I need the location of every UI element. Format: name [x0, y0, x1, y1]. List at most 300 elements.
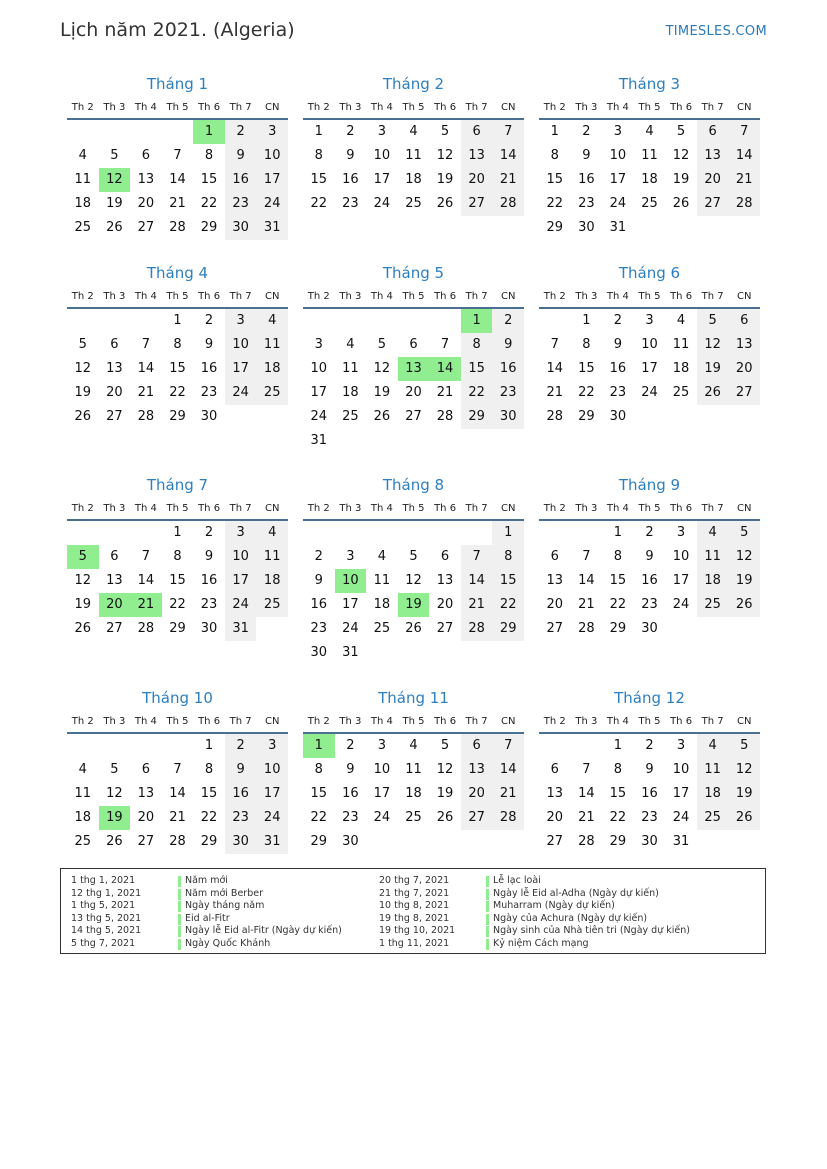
legend-holiday-name: Eid al-Fitr: [185, 912, 230, 924]
day-cell: 22: [461, 381, 493, 405]
day-cell: 28: [578, 621, 595, 636]
day-cell: 7: [461, 545, 493, 569]
day-cell: 25: [672, 385, 690, 400]
day-cell: 14: [578, 573, 595, 588]
weekday-header: Th 6: [670, 716, 693, 727]
day-cell: 25: [74, 834, 92, 849]
day-cell: 22: [200, 810, 218, 825]
day-cell: 25: [342, 409, 359, 424]
day-cell: 5: [409, 549, 418, 564]
day-cell: 6: [141, 762, 151, 777]
legend-holiday-name: Ngày của Achura (Ngày dự kiến): [493, 912, 648, 924]
day-cell: 14: [461, 569, 493, 593]
day-cell: 6: [110, 337, 119, 352]
day-cell: 1: [173, 525, 182, 540]
weekday-header: CN: [736, 291, 752, 302]
day-cell: 16: [641, 573, 658, 588]
day-cell: 3: [676, 525, 686, 540]
day-cell: 9: [346, 762, 355, 777]
day-cell: 23: [641, 810, 658, 825]
day-cell: 16: [200, 361, 218, 376]
weekday-header: Th 2: [307, 291, 330, 302]
day-cell: 12: [436, 148, 454, 163]
day-cell: 13: [697, 144, 729, 168]
weekday-header: Th 5: [166, 291, 189, 302]
day-cell: 3: [256, 734, 288, 758]
day-cell: 24: [609, 196, 627, 211]
weekday-header: Th 3: [103, 291, 126, 302]
day-cell: 1: [582, 313, 591, 328]
weekday-header: Th 6: [434, 291, 457, 302]
day-cell: 15: [169, 573, 186, 588]
weekday-header: Th 7: [229, 291, 252, 302]
legend-holiday-name: Ngày Quốc Khánh: [185, 937, 271, 949]
weekday-header: Th 6: [198, 716, 221, 727]
weekday-header: Th 2: [543, 503, 566, 514]
day-cell: 27: [137, 220, 155, 235]
weekday-header: Th 4: [370, 291, 393, 302]
weekday-header: Th 2: [543, 291, 566, 302]
weekday-header-row: [539, 712, 760, 734]
day-cell: 27: [106, 621, 123, 636]
day-cell: 28: [492, 806, 524, 830]
day-cell: 11: [697, 758, 729, 782]
day-cell: 24: [225, 593, 257, 617]
day-cell: 20: [405, 385, 422, 400]
day-cell: 24: [373, 810, 391, 825]
weekday-header: Th 3: [339, 503, 362, 514]
day-cell: 10: [310, 361, 328, 376]
day-cell: 2: [346, 124, 355, 139]
day-cell: 28: [169, 834, 186, 849]
day-cell: 21: [436, 385, 454, 400]
day-cell: 21: [169, 196, 186, 211]
month-name: Tháng 11: [378, 689, 449, 707]
day-cell: 9: [225, 144, 257, 168]
weekday-header: Th 5: [402, 503, 425, 514]
day-cell: 30: [641, 834, 658, 849]
day-cell: 30: [200, 409, 218, 424]
day-cell: 5: [728, 734, 760, 758]
legend-date: 20 thg 7, 2021: [379, 875, 450, 886]
day-cell: 11: [641, 148, 658, 163]
day-cell: 10: [256, 758, 288, 782]
day-cell: 8: [204, 762, 214, 777]
day-cell: 29: [578, 409, 595, 424]
day-cell: 1: [550, 124, 559, 139]
day-cell: 21: [461, 593, 493, 617]
day-cell: 26: [106, 834, 123, 849]
day-cell: 5: [697, 309, 729, 333]
day-cell: 20: [436, 597, 454, 612]
day-cell: 12: [106, 786, 123, 801]
day-cell: 10: [225, 333, 257, 357]
day-cell: 11: [74, 786, 92, 801]
holiday-day-cell: 13: [398, 357, 430, 381]
weekday-header: CN: [736, 716, 752, 727]
weekday-header-row: [303, 287, 524, 309]
day-cell: 13: [137, 786, 155, 801]
legend-holiday-name: Lễ lạc loài: [493, 875, 541, 886]
day-cell: 13: [137, 172, 155, 187]
day-cell: 13: [106, 573, 123, 588]
weekday-header: Th 2: [71, 503, 94, 514]
day-cell: 5: [728, 521, 760, 545]
day-cell: 13: [106, 361, 123, 376]
day-cell: 8: [582, 337, 591, 352]
day-cell: 14: [137, 361, 155, 376]
weekday-header: Th 3: [339, 291, 362, 302]
day-cell: 30: [342, 834, 359, 849]
day-cell: 2: [346, 738, 355, 753]
day-cell: 3: [377, 738, 387, 753]
day-cell: 17: [342, 597, 359, 612]
day-cell: 12: [74, 361, 92, 376]
day-cell: 7: [173, 762, 182, 777]
legend-color-marker: [486, 889, 489, 900]
day-cell: 11: [405, 762, 422, 777]
weekday-header: Th 3: [575, 503, 598, 514]
day-cell: 21: [492, 782, 524, 806]
weekday-header: Th 5: [638, 716, 661, 727]
weekday-header: Th 7: [465, 503, 488, 514]
legend-color-marker: [178, 889, 181, 900]
day-cell: 26: [405, 621, 422, 636]
month-5: [303, 261, 524, 448]
legend-color-marker: [486, 901, 489, 912]
weekday-header: Th 2: [543, 102, 566, 113]
day-cell: 1: [492, 521, 524, 545]
weekday-header: Th 3: [575, 716, 598, 727]
day-cell: 11: [405, 148, 422, 163]
day-cell: 3: [314, 337, 323, 352]
legend-holiday-name: Ngày sinh của Nhà tiên tri (Ngày dự kiến): [493, 925, 690, 936]
day-cell: 25: [697, 593, 729, 617]
day-cell: 14: [578, 786, 595, 801]
weekday-header: Th 6: [670, 102, 693, 113]
day-cell: 31: [672, 834, 690, 849]
weekday-header: CN: [264, 291, 280, 302]
day-cell: 29: [169, 621, 186, 636]
day-cell: 30: [200, 621, 218, 636]
weekday-header: Th 7: [229, 503, 252, 514]
weekday-header-row: [67, 98, 288, 120]
day-cell: 11: [342, 361, 359, 376]
weekday-header: Th 4: [134, 503, 157, 514]
month-11: [303, 686, 524, 849]
day-cell: 19: [74, 597, 92, 612]
day-cell: 15: [578, 361, 595, 376]
day-cell: 8: [173, 549, 182, 564]
day-cell: 13: [436, 573, 454, 588]
day-cell: 8: [613, 549, 623, 564]
day-cell: 22: [492, 593, 524, 617]
month-name: Tháng 7: [146, 476, 209, 494]
day-cell: 27: [546, 621, 564, 636]
holiday-day-cell: 5: [67, 545, 99, 569]
day-cell: 21: [546, 385, 564, 400]
day-cell: 18: [74, 810, 92, 825]
day-cell: 10: [641, 337, 658, 352]
legend-color-marker: [178, 926, 181, 937]
day-cell: 2: [225, 120, 257, 144]
legend-item: [71, 913, 391, 926]
day-cell: 22: [546, 196, 564, 211]
weekday-header-row: [67, 499, 288, 521]
weekday-header: Th 5: [166, 503, 189, 514]
weekday-header: Th 2: [71, 102, 94, 113]
weekday-header: Th 5: [402, 291, 425, 302]
weekday-header: Th 3: [339, 102, 362, 113]
day-cell: 11: [256, 545, 288, 569]
day-cell: 5: [110, 762, 119, 777]
day-cell: 26: [74, 409, 92, 424]
day-cell: 16: [492, 357, 524, 381]
day-cell: 10: [373, 148, 391, 163]
month-3: [539, 72, 760, 235]
day-cell: 7: [141, 337, 151, 352]
day-cell: 2: [204, 313, 214, 328]
day-cell: 20: [546, 810, 564, 825]
day-cell: 19: [373, 385, 391, 400]
day-cell: 24: [342, 621, 359, 636]
day-cell: 20: [697, 168, 729, 192]
day-cell: 3: [676, 738, 686, 753]
holiday-day-cell: 21: [130, 593, 162, 617]
weekday-header: Th 2: [71, 291, 94, 302]
day-cell: 11: [256, 333, 288, 357]
day-cell: 3: [346, 549, 355, 564]
weekday-header: CN: [736, 503, 752, 514]
legend-date: 10 thg 8, 2021: [379, 900, 450, 911]
day-cell: 9: [204, 549, 214, 564]
day-cell: 31: [256, 830, 288, 854]
day-cell: 27: [436, 621, 454, 636]
legend-holiday-name: Ngày tháng năm: [185, 900, 265, 911]
weekday-header: Th 3: [575, 291, 598, 302]
day-cell: 6: [440, 549, 450, 564]
day-cell: 6: [461, 120, 493, 144]
day-cell: 27: [728, 381, 760, 405]
page-title: Lịch năm 2021. (Algeria): [60, 19, 295, 41]
day-cell: 23: [342, 810, 359, 825]
day-cell: 8: [492, 545, 524, 569]
day-cell: 1: [204, 738, 214, 753]
day-cell: 11: [373, 573, 391, 588]
day-cell: 22: [609, 597, 627, 612]
weekday-header-row: [539, 98, 760, 120]
weekday-header: Th 4: [606, 102, 629, 113]
weekday-header: Th 4: [606, 503, 629, 514]
month-7: [67, 473, 288, 636]
legend-item: [379, 875, 699, 888]
weekday-header: Th 7: [465, 291, 488, 302]
day-cell: 11: [74, 172, 92, 187]
day-cell: 2: [225, 734, 257, 758]
day-cell: 25: [697, 806, 729, 830]
day-cell: 30: [641, 621, 658, 636]
day-cell: 31: [256, 216, 288, 240]
legend-item: [379, 888, 699, 901]
weekday-header: Th 5: [402, 716, 425, 727]
day-cell: 19: [728, 569, 760, 593]
day-cell: 15: [200, 786, 218, 801]
day-cell: 13: [461, 758, 493, 782]
day-cell: 9: [613, 337, 623, 352]
day-cell: 9: [645, 762, 654, 777]
day-cell: 26: [373, 409, 391, 424]
day-cell: 7: [440, 337, 450, 352]
holiday-day-cell: 1: [461, 309, 493, 333]
month-9: [539, 473, 760, 636]
legend-item: [379, 938, 699, 951]
legend-color-marker: [178, 901, 181, 912]
day-cell: 23: [609, 385, 627, 400]
day-cell: 27: [106, 409, 123, 424]
day-cell: 13: [546, 573, 564, 588]
day-cell: 19: [436, 172, 454, 187]
day-cell: 17: [641, 361, 658, 376]
holiday-day-cell: 20: [99, 593, 131, 617]
weekday-header: Th 2: [307, 716, 330, 727]
day-cell: 21: [169, 810, 186, 825]
weekday-header: Th 5: [402, 102, 425, 113]
day-cell: 7: [728, 120, 760, 144]
day-cell: 5: [676, 124, 686, 139]
day-cell: 8: [550, 148, 559, 163]
day-cell: 16: [641, 786, 658, 801]
day-cell: 22: [310, 196, 328, 211]
legend-color-marker: [178, 914, 181, 925]
day-cell: 20: [728, 357, 760, 381]
day-cell: 8: [314, 148, 323, 163]
day-cell: 30: [578, 220, 595, 235]
day-cell: 17: [256, 782, 288, 806]
day-cell: 17: [672, 786, 690, 801]
day-cell: 23: [578, 196, 595, 211]
day-cell: 28: [546, 409, 564, 424]
day-cell: 1: [613, 525, 623, 540]
legend-holiday-name: Ngày lễ Eid al-Adha (Ngày dự kiến): [493, 887, 659, 899]
day-cell: 30: [310, 645, 328, 660]
weekday-header: CN: [264, 102, 280, 113]
day-cell: 18: [256, 357, 288, 381]
legend-date: 19 thg 10, 2021: [379, 925, 456, 936]
day-cell: 22: [609, 810, 627, 825]
day-cell: 4: [645, 124, 654, 139]
day-cell: 15: [609, 786, 627, 801]
day-cell: 29: [546, 220, 564, 235]
legend-date: 21 thg 7, 2021: [379, 887, 450, 899]
legend-holiday-name: Muharram (Ngày dự kiến): [493, 900, 615, 911]
holiday-day-cell: 19: [99, 806, 131, 830]
day-cell: 2: [645, 738, 654, 753]
day-cell: 7: [582, 762, 591, 777]
day-cell: 8: [314, 762, 323, 777]
day-cell: 1: [613, 738, 623, 753]
day-cell: 30: [225, 830, 257, 854]
legend-holiday-name: Năm mới: [185, 875, 228, 886]
day-cell: 3: [256, 120, 288, 144]
day-cell: 27: [697, 192, 729, 216]
holiday-day-cell: 1: [303, 734, 335, 758]
weekday-header: Th 3: [575, 102, 598, 113]
day-cell: 23: [225, 192, 257, 216]
day-cell: 23: [225, 806, 257, 830]
day-cell: 15: [200, 172, 218, 187]
day-cell: 8: [613, 762, 623, 777]
day-cell: 16: [310, 597, 328, 612]
month-name: Tháng 3: [618, 75, 681, 93]
day-cell: 19: [728, 782, 760, 806]
day-cell: 13: [461, 144, 493, 168]
day-cell: 4: [78, 762, 87, 777]
day-cell: 3: [225, 521, 257, 545]
day-cell: 4: [697, 521, 729, 545]
day-cell: 24: [641, 385, 658, 400]
day-cell: 8: [204, 148, 214, 163]
month-2: [303, 72, 524, 211]
day-cell: 4: [409, 738, 418, 753]
day-cell: 25: [373, 621, 391, 636]
holiday-day-cell: 10: [335, 569, 367, 593]
day-cell: 29: [200, 834, 218, 849]
day-cell: 14: [169, 172, 186, 187]
weekday-header: Th 6: [198, 291, 221, 302]
day-cell: 10: [672, 762, 690, 777]
day-cell: 28: [728, 192, 760, 216]
day-cell: 3: [225, 309, 257, 333]
legend-color-marker: [486, 939, 489, 950]
day-cell: 28: [492, 192, 524, 216]
legend-item: [379, 913, 699, 926]
day-cell: 4: [676, 313, 686, 328]
day-cell: 5: [377, 337, 387, 352]
day-cell: 14: [728, 144, 760, 168]
weekday-header: Th 4: [606, 291, 629, 302]
legend-column-right: [379, 875, 699, 950]
day-cell: 30: [609, 409, 627, 424]
weekday-header: Th 6: [434, 102, 457, 113]
day-cell: 28: [137, 621, 155, 636]
day-cell: 29: [200, 220, 218, 235]
day-cell: 22: [578, 385, 595, 400]
weekday-header: CN: [500, 716, 516, 727]
legend-item: [71, 925, 391, 938]
day-cell: 2: [582, 124, 591, 139]
weekday-header: Th 2: [71, 716, 94, 727]
day-cell: 7: [492, 120, 524, 144]
day-cell: 22: [310, 810, 328, 825]
day-cell: 21: [728, 168, 760, 192]
day-cell: 9: [582, 148, 591, 163]
day-cell: 15: [169, 361, 186, 376]
site-link[interactable]: TIMESLES.COM: [665, 24, 767, 39]
weekday-header: CN: [736, 102, 752, 113]
day-cell: 8: [173, 337, 182, 352]
day-cell: 26: [74, 621, 92, 636]
day-cell: 7: [141, 549, 151, 564]
day-cell: 18: [697, 569, 729, 593]
day-cell: 12: [728, 758, 760, 782]
day-cell: 12: [74, 573, 92, 588]
day-cell: 30: [492, 405, 524, 429]
day-cell: 27: [546, 834, 564, 849]
holiday-day-cell: 19: [398, 593, 430, 617]
weekday-header: Th 6: [434, 716, 457, 727]
day-cell: 15: [492, 569, 524, 593]
day-cell: 17: [609, 172, 627, 187]
